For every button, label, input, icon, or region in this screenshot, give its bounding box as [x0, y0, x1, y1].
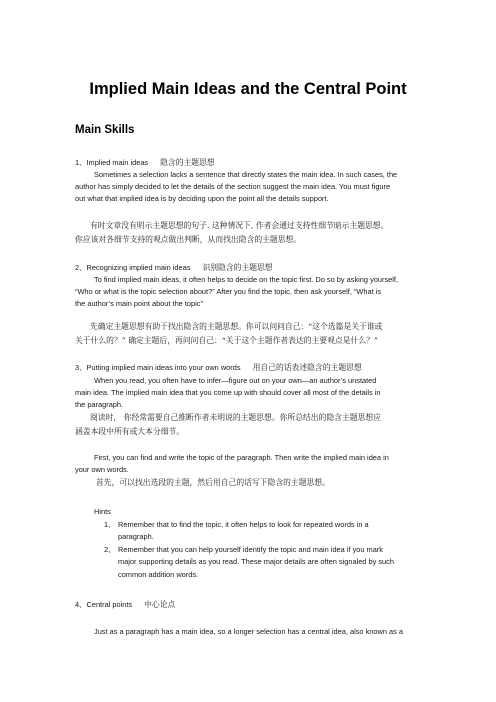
- section-heading: Main Skills: [75, 124, 135, 136]
- section-3-para2-line-1: First, you can find and write the topic of the paragraph. Then write the implied main idea in: [94, 453, 389, 462]
- section-3-para-line-3: the paragraph.: [75, 400, 124, 409]
- section-4-heading: [75, 598, 175, 612]
- section-3-cn-line-1: 阅读时， 你经常需要自己推断作者未明说的主题思想。你所总结出的隐含主题思想应: [90, 413, 381, 422]
- section-1-para-line-1: Sometimes a selection lacks a sentence that directly states the main idea. In such cases, the: [94, 170, 398, 179]
- section-3-cn-line-2: 涵盖本段中所有或大本分细节。: [75, 427, 185, 436]
- hints-label: Hints: [94, 507, 111, 516]
- hint-2-number: 2、: [104, 545, 116, 554]
- section-1-para-line-2: author has simply decided to let the details of the section suggest the main idea. You must figure: [75, 182, 391, 191]
- section-2-heading-en: 2、Recognizing implied main ideas: [75, 263, 191, 272]
- hint-1-line-1: Remember that to find the topic, it often helps to look for repeated words in a: [118, 520, 369, 529]
- section-3-heading-en: 3、Putting implied main ideas into your own words: [75, 363, 241, 372]
- section-1-heading-en: 1、Implied main ideas: [75, 158, 149, 167]
- section-3-para2-line-2: your own words.: [75, 465, 129, 474]
- hint-1-line-2: paragraph.: [118, 532, 154, 541]
- section-2-heading-cn: 识别隐含的主题思想: [202, 263, 273, 272]
- section-1-cn-line-2: 你应该对各细节支持的观点做出判断，从而找出隐含的主题思想。: [75, 235, 302, 244]
- section-1-cn-line-1: 有时文章没有明示主题思想的句子. 这种情况下, 作者会通过支持性细节暗示主题思想。: [90, 221, 389, 230]
- hint-2-line-3: common addition words.: [118, 570, 199, 579]
- section-1-heading: [75, 156, 215, 170]
- section-2-cn-line-1: 先确定主题思想有助于找出隐含的主题思想。你可以问问自己：“这个选篇是关于谁或: [90, 322, 383, 331]
- section-2-para-line-2: “Who or what is the topic selection about?” After you find the topic, then ask yourself, “What is: [75, 287, 382, 296]
- hint-2-line-2: major supporting details as you read. These major details are often signaled by such: [118, 557, 394, 566]
- section-2-cn-line-2: 关于什么的？” 确定主题后，再问问自己：“关于这个主题作者表达的主要观点是什么？”: [75, 336, 378, 345]
- section-3-cn-line-3: 首先，可以找出选段的主题，然后用自己的话写下隐含的主题思想。: [96, 478, 330, 487]
- section-4-heading-cn: 中心论点: [144, 600, 176, 609]
- section-4-heading-en: 4、Central points: [75, 600, 133, 609]
- hint-2-line-1: Remember that you can help yourself identify the topic and main idea if you mark: [118, 545, 383, 554]
- section-3-para-line-2: main idea. The implied main idea that you come up with should cover all most of the details in: [75, 388, 381, 397]
- section-1-heading-cn: 隐含的主题思想: [160, 158, 215, 167]
- section-2-para-line-3: the author’s main point about the topic”: [75, 299, 203, 308]
- section-1-para-line-3: out what that implied idea is by deciding upon the point all the details support.: [75, 194, 329, 203]
- section-4-para-line-1: Just as a paragraph has a main idea, so a longer selection has a central idea, also known as a: [94, 627, 403, 636]
- section-2-heading: [75, 261, 273, 275]
- section-3-para-line-1: When you read, you often have to infer—figure out on your own—an author’s unstated: [94, 376, 377, 385]
- hint-1-number: 1、: [104, 520, 116, 529]
- section-3-heading: [75, 361, 362, 375]
- page-title: Implied Main Ideas and the Central Point: [89, 80, 407, 98]
- section-3-heading-cn: 用自己的话表述隐含的主题思想: [252, 363, 362, 372]
- section-2-para-line-1: To find implied main ideas, it often helps to decide on the topic first. Do so by asking yourself,: [94, 275, 398, 284]
